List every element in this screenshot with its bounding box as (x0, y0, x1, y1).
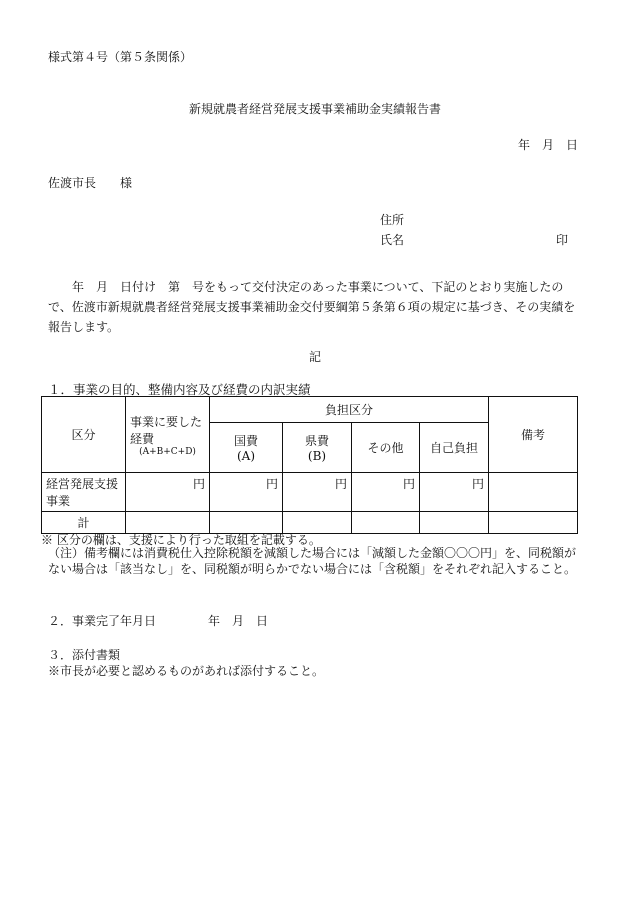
seal-mark: 印 (556, 233, 569, 247)
header-self: 自己負担 (420, 423, 489, 473)
section3-title: ３．添付書類 (48, 648, 121, 662)
expense-table (41, 396, 578, 534)
header-prefecture (283, 423, 352, 473)
header-burden: 負担区分 (210, 397, 489, 423)
header-cost-line1: 事業に要した (130, 414, 203, 429)
header-national-sub: (A) (236, 449, 256, 463)
name-label: 氏名 (380, 233, 405, 247)
row1-label-line1: 経営発展支援 (46, 477, 119, 491)
section1-title: １．事業の目的、整備内容及び経費の内訳実績 (48, 382, 311, 397)
row1-label (42, 473, 126, 512)
header-remarks: 備考 (489, 397, 578, 473)
section3-note: ※市長が必要と認めるものがあれば添付すること。 (48, 664, 325, 678)
header-kubun: 区分 (42, 397, 126, 473)
row1-prefecture-yen: 円 (283, 473, 352, 512)
note-remarks: （注）備考欄には消費税仕入控除税額を減額した場合には「減額した金額〇〇〇円」を、同税額がない場合は「該当なし」を、同税額が明らかでない場合には「含税額」をそれぞれ記入すること。 (48, 546, 577, 576)
note-kubun: ※ 区分の欄は、支援により行った取組を記載する。 (41, 533, 321, 547)
total-label: 計 (42, 512, 126, 534)
section2-date: 年 月 日 (208, 614, 269, 628)
header-cost (126, 397, 210, 473)
form-number: 様式第４号（第５条関係） (48, 50, 193, 64)
section2-title: ２．事業完了年月日 (48, 614, 157, 628)
document-title: 新規就農者経営発展支援事業補助金実績報告書 (188, 102, 441, 116)
row1-cost-yen: 円 (126, 473, 210, 512)
row1-other-yen: 円 (352, 473, 420, 512)
ki-heading: 記 (308, 350, 321, 364)
date-line: 年 月 日 (517, 138, 578, 152)
header-cost-formula: (A+B+C+D) (139, 446, 196, 457)
row1-remarks (489, 473, 578, 512)
header-prefecture-sub: (B) (307, 449, 327, 463)
row1-self-yen: 円 (420, 473, 489, 512)
address-label: 住所 (380, 213, 405, 227)
header-other: その他 (352, 423, 420, 473)
header-cost-line2: 経費 (130, 431, 155, 446)
total-other (352, 512, 420, 534)
addressee: 佐渡市長 様 (48, 176, 133, 190)
total-remarks (489, 512, 578, 534)
header-prefecture-label: 県費 (304, 434, 329, 448)
row1-national-yen: 円 (210, 473, 283, 512)
header-national-label: 国費 (233, 434, 258, 448)
row1-label-line2: 事業 (46, 494, 71, 508)
body-paragraph: 年 月 日付け 第 号をもって交付決定のあった事業について、下記のとおり実施したので、佐渡市新規就農者経営発展支援事業補助金交付要綱第５条第６項の規定に基づき、その実績を報告します。 (48, 280, 576, 334)
total-self (420, 512, 489, 534)
header-national (210, 423, 283, 473)
